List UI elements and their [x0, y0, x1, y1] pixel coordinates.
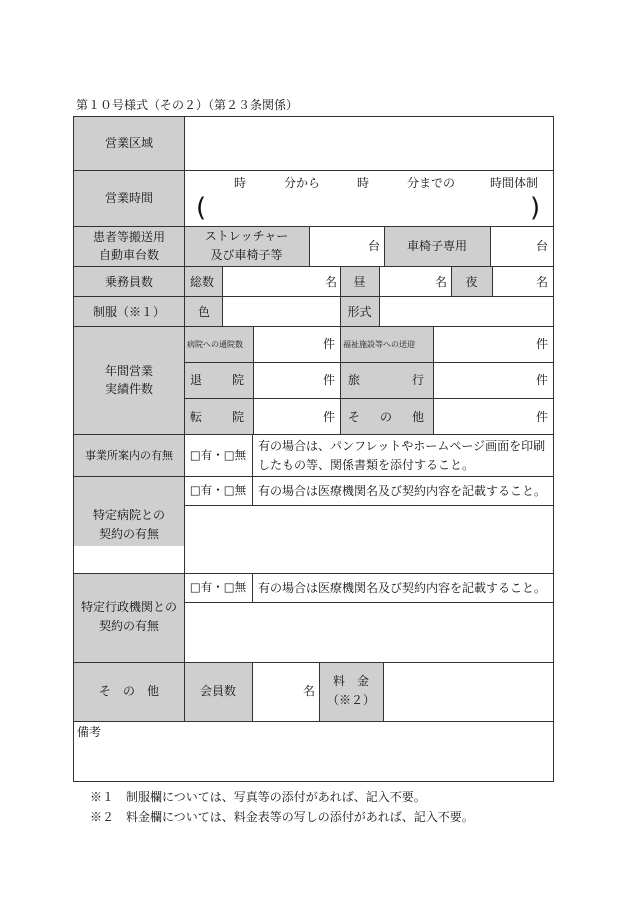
right-bracket-icon: ) [530, 193, 541, 223]
crew-night-field[interactable] [493, 267, 534, 295]
other-unit: 件 [536, 410, 549, 424]
travel-field[interactable] [434, 363, 534, 397]
office-guide-checkbox[interactable]: □有・□無 [189, 448, 247, 462]
vehicles-label-1: 患者等搬送用 [92, 230, 165, 244]
annual-label-2: 実績件数 [104, 382, 153, 396]
crew-total-unit: 名 [325, 275, 338, 289]
uniform-color-field[interactable] [223, 297, 339, 325]
crew-label: 乗務員数 [104, 275, 153, 289]
discharge-unit: 件 [323, 373, 336, 387]
fee-field[interactable] [384, 663, 553, 720]
hours-ji-1: 時 [234, 176, 247, 190]
specific-hospital-note: 有の場合は医療機関名及び契約内容を記載すること。 [258, 484, 547, 498]
business-hours-label: 営業時間 [104, 191, 153, 205]
specific-hospital-label-2: 契約の有無 [98, 527, 159, 541]
office-guide-note-1: 有の場合は、パンフレットやホームページ画面を印刷 [258, 439, 546, 453]
specific-hospital-detail-field[interactable] [185, 506, 553, 572]
vehicles-label-2: 自動車台数 [98, 248, 159, 262]
hours-fun-kara: 分から [284, 176, 321, 190]
transfer-unit: 件 [323, 410, 336, 424]
crew-total-label: 総数 [190, 275, 215, 289]
specific-admin-label-2: 契約の有無 [98, 619, 159, 633]
stretcher-label-1: ストレッチャー [204, 229, 289, 243]
office-guide-label: 事業所案内の有無 [85, 449, 173, 462]
travel-label-a: 旅 [348, 373, 361, 387]
travel-label-b: 行 [412, 373, 425, 387]
hospital-visit-unit: 件 [323, 337, 336, 351]
specific-admin-note: 有の場合は医療機関名及び契約内容を記載すること。 [258, 581, 547, 595]
hospital-visit-field[interactable] [254, 327, 321, 361]
form-title: 第１０号様式（その２）（第２３条関係） [76, 98, 299, 112]
hours-ji-2: 時 [357, 176, 370, 190]
office-guide-note-2: したもの等、関係書類を添付すること。 [258, 458, 475, 472]
business-area-field[interactable] [185, 117, 553, 170]
hours-fun-made: 分までの [407, 176, 456, 190]
others-label: そ の 他 [98, 684, 159, 698]
uniform-label: 制服（※１） [92, 305, 165, 319]
business-area-label: 営業区域 [104, 136, 153, 150]
welfare-field[interactable] [434, 327, 534, 361]
transfer-label-b: 院 [232, 410, 245, 424]
specific-hospital-checkbox[interactable]: □有・□無 [189, 483, 247, 497]
other-label-a: そ [348, 410, 361, 424]
specific-admin-detail-field[interactable] [185, 603, 553, 661]
stretcher-count-field[interactable] [310, 227, 365, 265]
annual-label-1: 年間営業 [104, 364, 153, 378]
uniform-style-field[interactable] [380, 297, 553, 325]
members-label: 会員数 [199, 684, 236, 698]
stretcher-label-2: 及び車椅子等 [210, 248, 283, 262]
wheelchair-label: 車椅子専用 [406, 239, 467, 253]
specific-hospital-label-1: 特定病院との [92, 508, 165, 522]
fee-label-2: （※２） [326, 693, 375, 707]
members-unit: 名 [303, 684, 316, 698]
other-label-b: の [380, 410, 393, 424]
discharge-label-a: 退 [190, 373, 203, 387]
crew-day-unit: 名 [435, 275, 448, 289]
transfer-field[interactable] [254, 399, 321, 433]
discharge-label-b: 院 [232, 373, 245, 387]
discharge-field[interactable] [254, 363, 321, 397]
crew-total-field[interactable] [223, 267, 323, 295]
wheelchair-count-field[interactable] [491, 227, 534, 265]
footnote-1: ※１ 制服欄については、写真等の添付があれば、記入不要。 [90, 790, 426, 804]
welfare-unit: 件 [536, 337, 549, 351]
crew-night-unit: 名 [536, 275, 549, 289]
hospital-visit-label: 病院への通院数 [187, 340, 243, 349]
business-hours-field[interactable] [210, 194, 528, 222]
left-bracket-icon: ( [196, 193, 207, 223]
stretcher-unit: 台 [368, 239, 381, 253]
travel-unit: 件 [536, 373, 549, 387]
other-label-c: 他 [412, 410, 425, 424]
remarks-label: 備考 [77, 725, 102, 739]
crew-night-label: 夜 [465, 275, 478, 289]
crew-day-field[interactable] [380, 267, 433, 295]
other-field[interactable] [434, 399, 534, 433]
footnote-2: ※２ 料金欄については、料金表等の写しの添付があれば、記入不要。 [90, 810, 474, 824]
wheelchair-unit: 台 [536, 239, 549, 253]
specific-admin-checkbox[interactable]: □有・□無 [189, 580, 247, 594]
specific-admin-label-1: 特定行政機関との [80, 600, 177, 614]
transfer-label-a: 転 [190, 410, 203, 424]
members-field[interactable] [253, 663, 301, 720]
uniform-style-label: 形式 [347, 305, 372, 319]
hours-taisei: 時間体制 [490, 176, 539, 190]
welfare-label: 福祉施設等への送迎 [343, 340, 415, 349]
uniform-color-label: 色 [198, 305, 211, 319]
remarks-field[interactable] [74, 742, 553, 781]
fee-label-1: 料 金 [332, 674, 369, 688]
crew-day-label: 昼 [353, 275, 366, 289]
